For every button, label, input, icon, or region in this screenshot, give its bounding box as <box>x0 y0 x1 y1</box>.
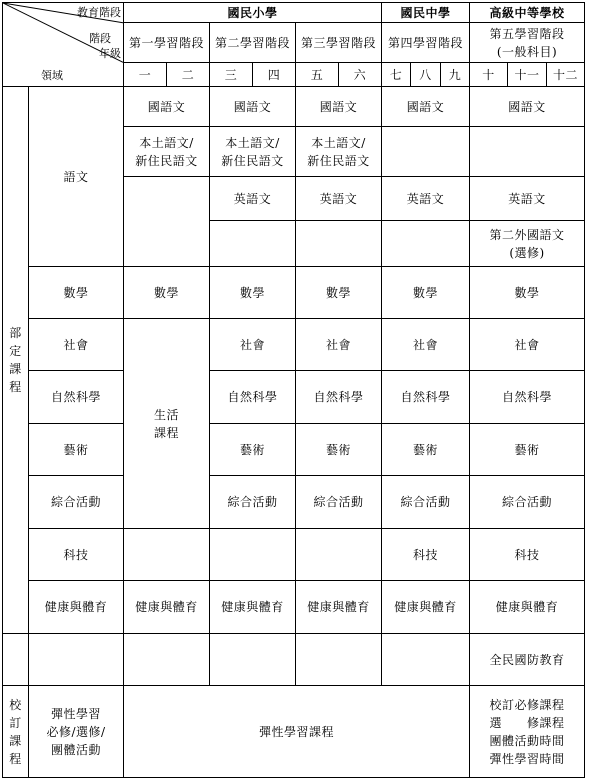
arts-stage5: 藝術 <box>470 424 585 476</box>
mandarin-stage2: 國語文 <box>210 87 296 127</box>
corner-grade: 年級 <box>99 47 121 60</box>
empty-cell <box>3 634 29 686</box>
mandarin-stage3: 國語文 <box>296 87 382 127</box>
science-stage2: 自然科學 <box>210 371 296 424</box>
english-stage3: 英語文 <box>296 177 382 221</box>
empty-cell <box>124 634 210 686</box>
empty-cell <box>210 529 296 581</box>
grade-8: 八 <box>411 63 441 87</box>
health-stage1: 健康與體育 <box>124 581 210 634</box>
health-stage3: 健康與體育 <box>296 581 382 634</box>
domain-social: 社會 <box>29 319 124 371</box>
flexible-curriculum: 彈性學習課程 <box>124 686 470 778</box>
empty-cell <box>29 634 124 686</box>
empty-cell <box>382 221 470 267</box>
empty-cell <box>296 221 382 267</box>
english-stage2: 英語文 <box>210 177 296 221</box>
arts-stage4: 藝術 <box>382 424 470 476</box>
mandarin-stage5: 國語文 <box>470 87 585 127</box>
grade-1: 一 <box>124 63 167 87</box>
second-foreign-stage5: 第二外國語文 (選修) <box>470 221 585 267</box>
corner-stage: 階段 <box>89 32 111 45</box>
life-curriculum: 生活 課程 <box>124 319 210 529</box>
integrative-stage2: 綜合活動 <box>210 476 296 529</box>
english-stage4: 英語文 <box>382 177 470 221</box>
stage-2: 第二學習階段 <box>210 23 296 63</box>
math-stage2: 數學 <box>210 267 296 319</box>
math-stage3: 數學 <box>296 267 382 319</box>
technology-stage5: 科技 <box>470 529 585 581</box>
domain-health: 健康與體育 <box>29 581 124 634</box>
grade-5: 五 <box>296 63 339 87</box>
empty-cell <box>124 529 210 581</box>
technology-stage4: 科技 <box>382 529 470 581</box>
native-stage2: 本土語文/ 新住民語文 <box>210 127 296 177</box>
stage-4: 第四學習階段 <box>382 23 470 63</box>
corner-domain: 領域 <box>41 69 63 82</box>
stage-5-line2: (一般科目) <box>496 44 558 59</box>
native-stage1: 本土語文/ 新住民語文 <box>124 127 210 177</box>
stage-5 <box>470 23 585 63</box>
stage-5-line1: 第五學習階段 <box>489 26 565 41</box>
mandarin-stage1: 國語文 <box>124 87 210 127</box>
integrative-stage5: 綜合活動 <box>470 476 585 529</box>
math-stage4: 數學 <box>382 267 470 319</box>
grade-10: 十 <box>470 63 508 87</box>
domain-technology: 科技 <box>29 529 124 581</box>
school-senior: 高級中等學校 <box>470 3 585 23</box>
math-stage5: 數學 <box>470 267 585 319</box>
flexible-left: 彈性學習 必修/選修/ 團體活動 <box>29 686 124 778</box>
social-stage3: 社會 <box>296 319 382 371</box>
grade-7: 七 <box>382 63 411 87</box>
empty-cell <box>296 634 382 686</box>
stage-1: 第一學習階段 <box>124 23 210 63</box>
group-required: 部 定 課 程 <box>3 87 29 634</box>
health-stage4: 健康與體育 <box>382 581 470 634</box>
health-stage2: 健康與體育 <box>210 581 296 634</box>
empty-cell <box>296 529 382 581</box>
science-stage3: 自然科學 <box>296 371 382 424</box>
empty-cell <box>124 177 210 267</box>
corner-edu-stage: 教育階段 <box>77 6 121 19</box>
domain-math: 數學 <box>29 267 124 319</box>
group-school: 校 訂 課 程 <box>3 686 29 778</box>
empty-cell <box>382 127 470 177</box>
empty-cell <box>382 634 470 686</box>
arts-stage3: 藝術 <box>296 424 382 476</box>
grade-12: 十二 <box>547 63 585 87</box>
empty-cell <box>210 634 296 686</box>
science-stage5: 自然科學 <box>470 371 585 424</box>
science-stage4: 自然科學 <box>382 371 470 424</box>
social-stage5: 社會 <box>470 319 585 371</box>
integrative-stage4: 綜合活動 <box>382 476 470 529</box>
defense-stage5: 全民國防教育 <box>470 634 585 686</box>
social-stage2: 社會 <box>210 319 296 371</box>
grade-2: 二 <box>167 63 210 87</box>
mandarin-stage4: 國語文 <box>382 87 470 127</box>
corner-header <box>3 3 124 87</box>
stage-3: 第三學習階段 <box>296 23 382 63</box>
arts-stage2: 藝術 <box>210 424 296 476</box>
curriculum-table <box>2 2 585 778</box>
math-stage1: 數學 <box>124 267 210 319</box>
health-stage5: 健康與體育 <box>470 581 585 634</box>
empty-cell <box>210 221 296 267</box>
empty-cell <box>470 127 585 177</box>
grade-6: 六 <box>339 63 382 87</box>
native-stage3: 本土語文/ 新住民語文 <box>296 127 382 177</box>
grade-4: 四 <box>253 63 296 87</box>
senior-school-based: 校訂必修課程 選 修課程 團體活動時間 彈性學習時間 <box>470 686 585 778</box>
domain-language: 語文 <box>29 87 124 267</box>
grade-9: 九 <box>441 63 470 87</box>
school-junior: 國民中學 <box>382 3 470 23</box>
social-stage4: 社會 <box>382 319 470 371</box>
integrative-stage3: 綜合活動 <box>296 476 382 529</box>
domain-arts: 藝術 <box>29 424 124 476</box>
grade-11: 十一 <box>508 63 547 87</box>
english-stage5: 英語文 <box>470 177 585 221</box>
school-elementary: 國民小學 <box>124 3 382 23</box>
domain-science: 自然科學 <box>29 371 124 424</box>
domain-integrative: 綜合活動 <box>29 476 124 529</box>
grade-3: 三 <box>210 63 253 87</box>
